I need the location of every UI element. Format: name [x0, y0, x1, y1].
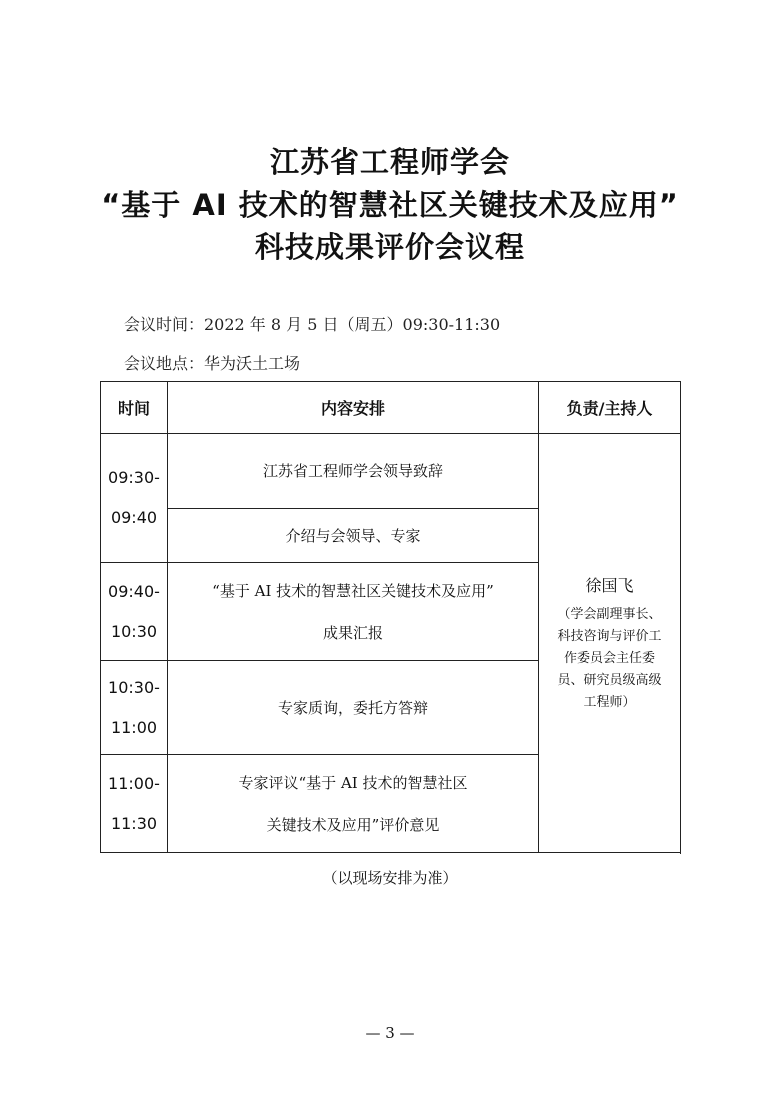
- time-end: 09:40: [110, 508, 158, 527]
- meeting-location: 会议地点：华为沃土工场: [124, 354, 301, 373]
- content-line: 介绍与会领导、专家: [285, 526, 421, 545]
- time-start: 09:30-: [108, 468, 160, 487]
- header-content: 内容安排: [168, 382, 539, 434]
- content-line: 专家评议“基于 AI 技术的智慧社区: [238, 773, 468, 792]
- content-cell: [168, 661, 539, 755]
- content-line: 关键技术及应用”评价意见: [266, 815, 440, 834]
- host-cell: [539, 434, 681, 853]
- host-title-line: 作委员会主任委: [563, 650, 655, 666]
- host-title-line: 员、研究员级高级: [557, 672, 662, 688]
- time-start: 10:30-: [108, 677, 160, 697]
- header-host: 负责/主持人: [539, 382, 681, 434]
- content-cell: [168, 563, 539, 661]
- document-title-line-3: 科技成果评价会议程: [254, 230, 525, 264]
- header-time: 时间: [101, 382, 168, 434]
- content-line: 成果汇报: [322, 623, 383, 642]
- table-header-row: [101, 382, 681, 434]
- table-row: [101, 434, 681, 509]
- content-line: “基于 AI 技术的智慧社区关键技术及应用”: [212, 581, 494, 600]
- time-cell: [101, 755, 168, 853]
- host-title: [539, 604, 680, 714]
- content-line: 专家质询，委托方答辩: [277, 698, 428, 717]
- time-end: 10:30: [110, 621, 158, 641]
- host-name: 徐国飞: [585, 575, 634, 595]
- time-cell: [101, 563, 168, 661]
- document-title-line-2: “基于 AI 技术的智慧社区关键技术及应用”: [101, 188, 679, 222]
- meeting-time: 会议时间：2022 年 8 月 5 日（周五）09:30-11:30: [124, 315, 501, 334]
- time-cell: [101, 434, 168, 563]
- host-title-line: 工程师）: [583, 694, 636, 710]
- time-start: 11:00-: [108, 773, 160, 793]
- content-cell: [168, 509, 539, 563]
- time-cell: [101, 661, 168, 755]
- content-line: 江苏省工程师学会领导致辞: [262, 462, 443, 480]
- content-cell: [168, 755, 539, 853]
- host-title-line: 科技咨询与评价工: [557, 628, 662, 644]
- footnote: （以现场安排为准）: [322, 869, 458, 887]
- host-title-line: （学会副理事长、: [557, 606, 662, 622]
- time-end: 11:00: [110, 717, 158, 737]
- document-title-line-1: 江苏省工程师学会: [269, 145, 510, 179]
- time-start: 09:40-: [108, 581, 160, 601]
- agenda-table: [100, 381, 681, 853]
- content-cell: [168, 434, 539, 509]
- time-end: 11:30: [110, 813, 158, 833]
- page-number: — 3 —: [365, 1024, 415, 1042]
